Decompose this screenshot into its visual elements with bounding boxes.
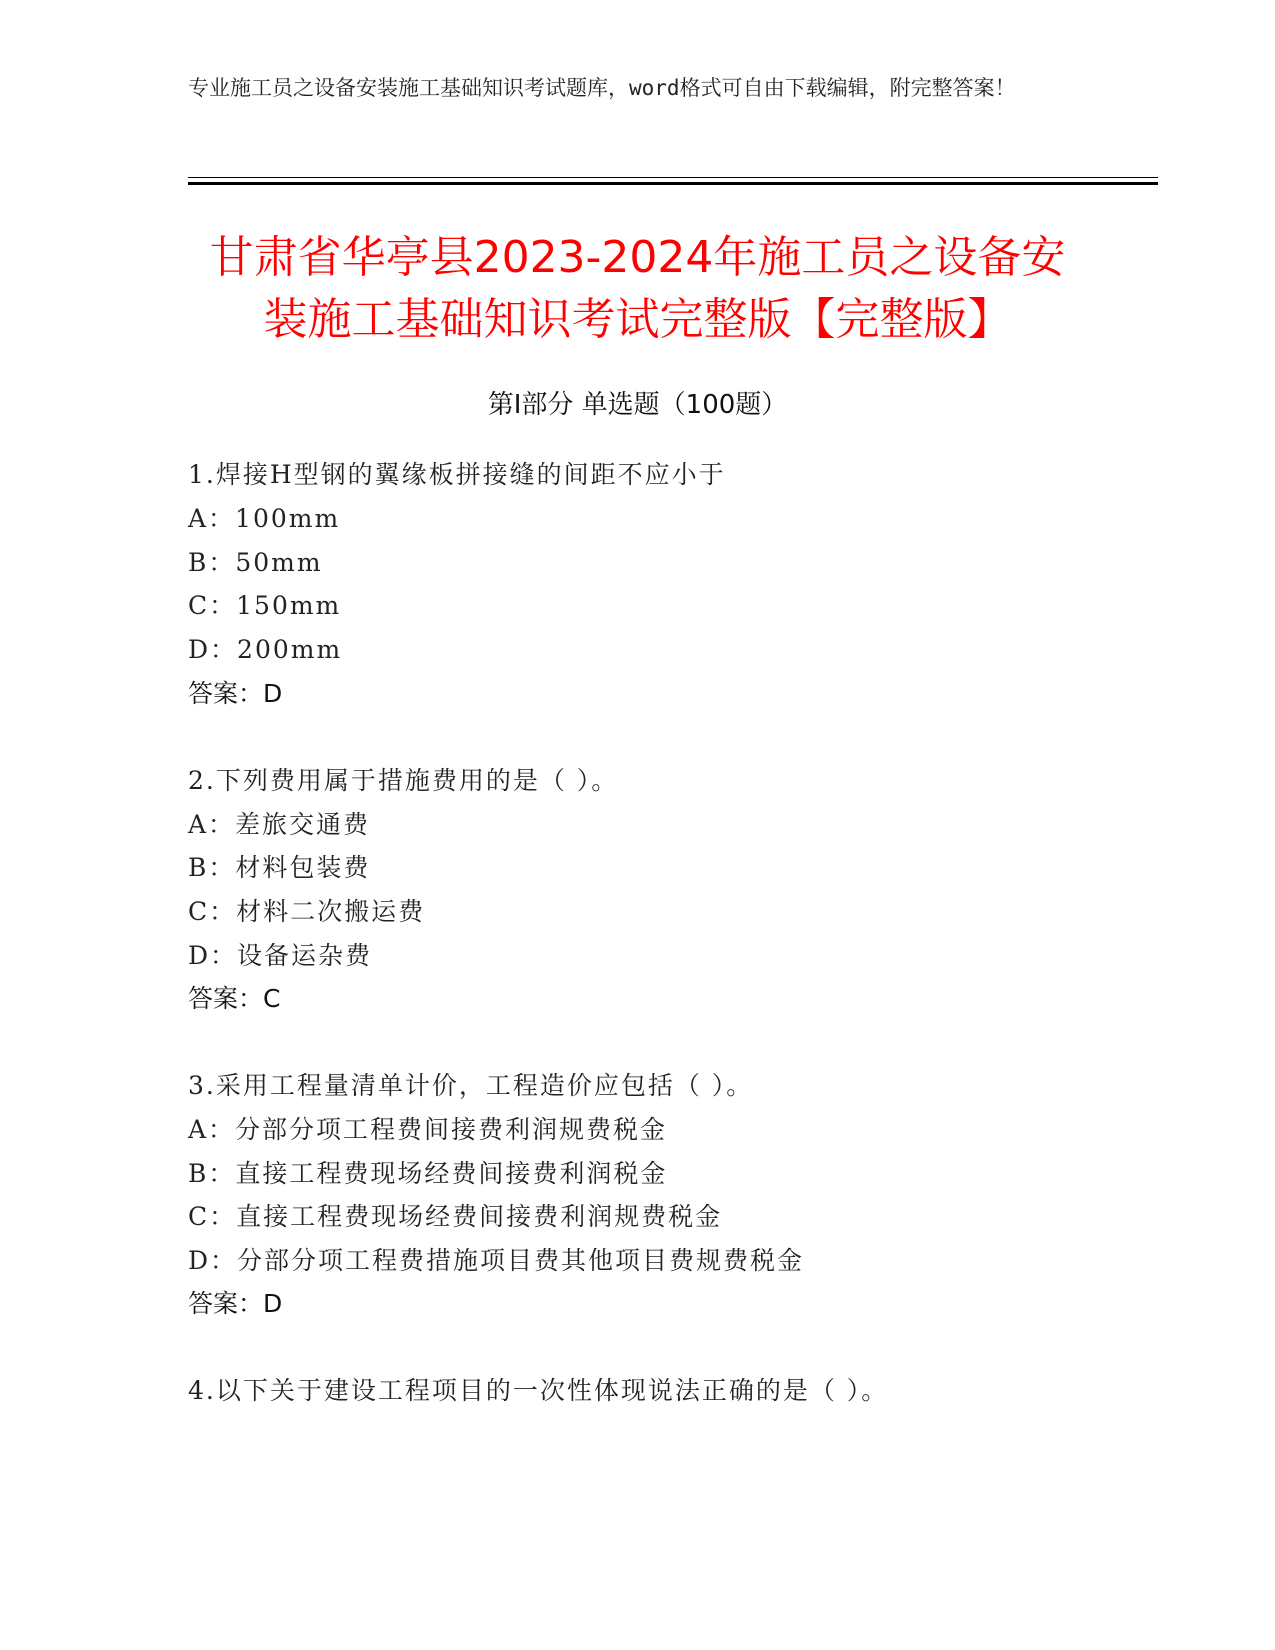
header-divider-thick <box>188 182 1158 185</box>
question-1-option-c: C：150mm <box>188 591 342 620</box>
question-2-text: 2.下列费用属于措施费用的是（ ）。 <box>188 766 619 795</box>
document-title <box>140 227 1135 351</box>
question-3-option-c: C：直接工程费现场经费间接费利润规费税金 <box>188 1202 723 1231</box>
question-1-answer: 答案：D <box>188 679 283 708</box>
question-3-answer: 答案：D <box>188 1289 283 1318</box>
question-3-option-b: B：直接工程费现场经费间接费利润税金 <box>188 1159 668 1188</box>
question-2-option-c: C：材料二次搬运费 <box>188 897 426 926</box>
question-1-option-d: D：200mm <box>188 635 343 664</box>
header-note: 专业施工员之设备安装施工基础知识考试题库，word格式可自由下载编辑，附完整答案！ <box>188 76 1016 100</box>
question-2-option-a: A：差旅交通费 <box>188 810 371 839</box>
title-line-2: 装施工基础知识考试完整版【完整版】 <box>263 294 1012 345</box>
question-1-option-b: B：50mm <box>188 548 323 577</box>
question-2-option-b: B：材料包装费 <box>188 853 371 882</box>
question-3-option-a: A：分部分项工程费间接费利润规费税金 <box>188 1115 668 1144</box>
question-3-text: 3.采用工程量清单计价，工程造价应包括（ ）。 <box>188 1071 754 1100</box>
section-title: 第Ⅰ部分 单选题（100题） <box>487 390 788 420</box>
header-divider-thin <box>188 177 1158 178</box>
question-2-option-d: D：设备运杂费 <box>188 941 373 970</box>
question-2-answer: 答案：C <box>188 984 281 1013</box>
question-4-text: 4.以下关于建设工程项目的一次性体现说法正确的是（ ）。 <box>188 1376 889 1405</box>
question-3-option-d: D：分部分项工程费措施项目费其他项目费规费税金 <box>188 1246 805 1275</box>
question-1-option-a: A：100mm <box>188 504 341 533</box>
title-line-1: 甘肃省华亭县2023-2024年施工员之设备安 <box>209 232 1066 283</box>
question-1-text: 1.焊接H型钢的翼缘板拼接缝的间距不应小于 <box>188 460 726 489</box>
